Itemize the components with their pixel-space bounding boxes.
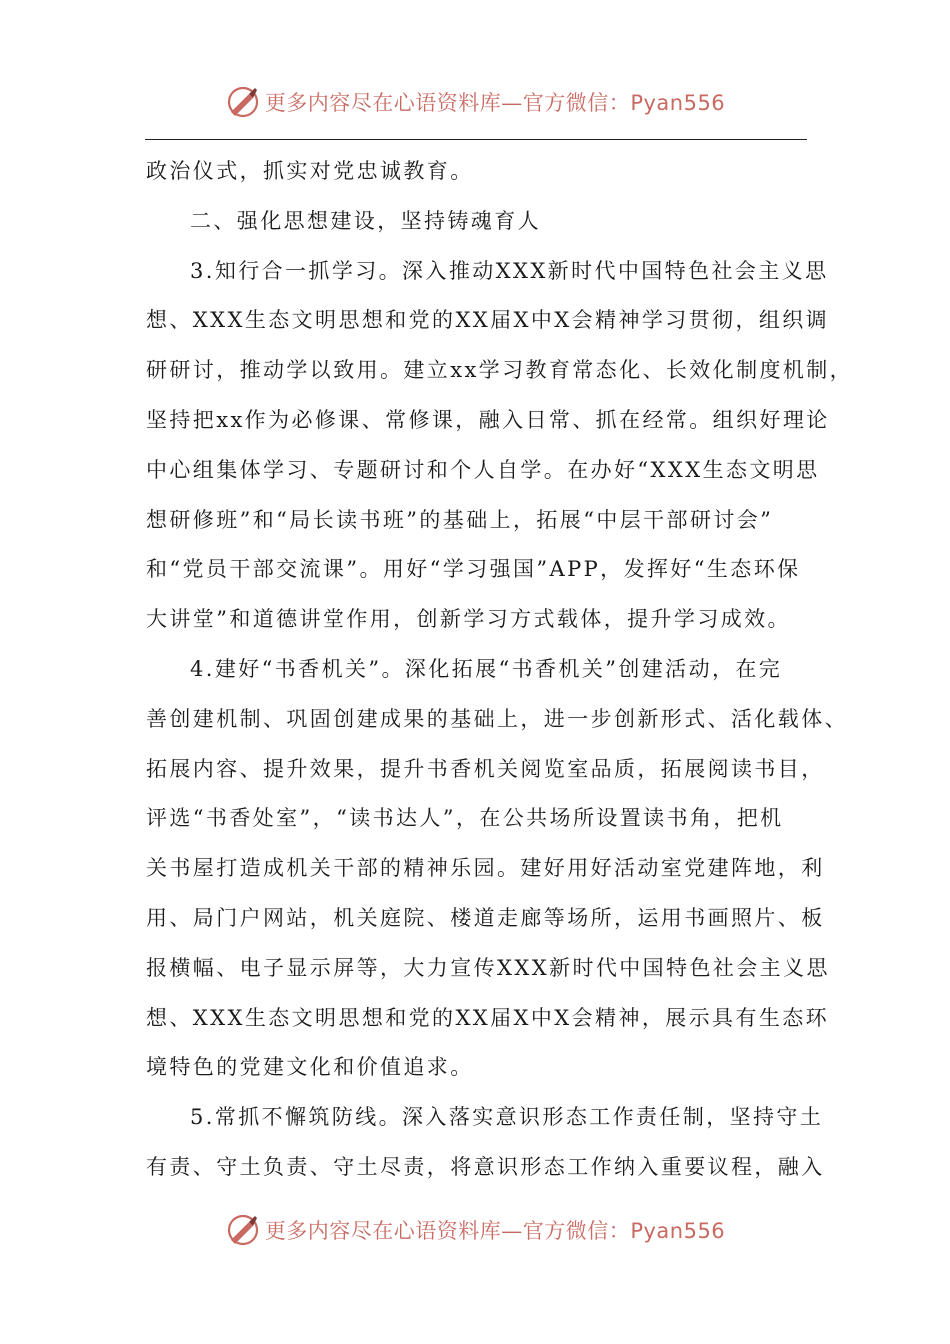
text-line: 政治仪式，抓实对党忠诚教育。 [146, 159, 474, 183]
text-line: 关书屋打造成机关干部的精神乐园。建好用好活动室党建阵地，利 [146, 856, 825, 881]
text-line: 想、XXX生态文明思想和党的XX届X中X会精神学习贯彻，组织调 [146, 308, 830, 333]
text-line: 和“党员干部交流课”。用好“学习强国”APP，发挥好“生态环保 [146, 557, 801, 582]
header-banner [0, 82, 950, 122]
section-heading: 二、强化思想建设，坚持铸魂育人 [190, 208, 541, 233]
pen-logo-icon [225, 84, 261, 120]
text-line: 境特色的党建文化和价值追求。 [146, 1055, 474, 1080]
pen-logo-icon [225, 1212, 261, 1248]
text-line: 评选“书香处室”，“读书达人”，在公共场所设置读书角，把机 [146, 806, 784, 831]
text-line: 坚持把xx作为必修课、常修课，融入日常、抓在经常。组织好理论 [146, 407, 830, 432]
header-divider [145, 139, 807, 140]
text-line: 拓展内容、提升效果，提升书香机关阅览室品质，拓展阅读书目， [146, 756, 825, 781]
footer-banner-text: 更多内容尽在心语资料库—官方微信：Pyan556 [264, 1219, 726, 1243]
text-line: 想研修班”和“局长读书班”的基础上，拓展“中层干部研讨会” [146, 507, 774, 532]
text-line: 大讲堂”和道德讲堂作用，创新学习方式载体，提升学习成效。 [146, 607, 791, 632]
text-line: 善创建机制、巩固创建成果的基础上，进一步创新形式、活化载体、 [146, 706, 848, 731]
text-line: 4.建好“书香机关”。深化拓展“书香机关”创建活动，在完 [190, 656, 783, 681]
header-banner-text: 更多内容尽在心语资料库—官方微信：Pyan556 [264, 91, 726, 115]
text-line: 3.知行合一抓学习。深入推动XXX新时代中国特色社会主义思 [190, 258, 829, 283]
text-line: 中心组集体学习、专题研讨和个人自学。在办好“XXX生态文明思 [146, 457, 820, 482]
text-line: 用、局门户网站，机关庭院、楼道走廊等场所，运用书画照片、板 [146, 905, 825, 930]
text-line: 有责、守土负责、守土尽责，将意识形态工作纳入重要议程，融入 [146, 1154, 825, 1179]
text-line: 想、XXX生态文明思想和党的XX届X中X会精神，展示具有生态环 [146, 1005, 830, 1030]
footer-banner [0, 1210, 950, 1250]
text-line: 研研讨，推动学以致用。建立xx学习教育常态化、长效化制度机制， [146, 358, 854, 383]
document-body [146, 147, 854, 1193]
text-line: 5.常抓不懈筑防线。深入落实意识形态工作责任制，坚持守土 [190, 1105, 824, 1130]
text-line: 报横幅、电子显示屏等，大力宣传XXX新时代中国特色社会主义思 [146, 955, 830, 980]
